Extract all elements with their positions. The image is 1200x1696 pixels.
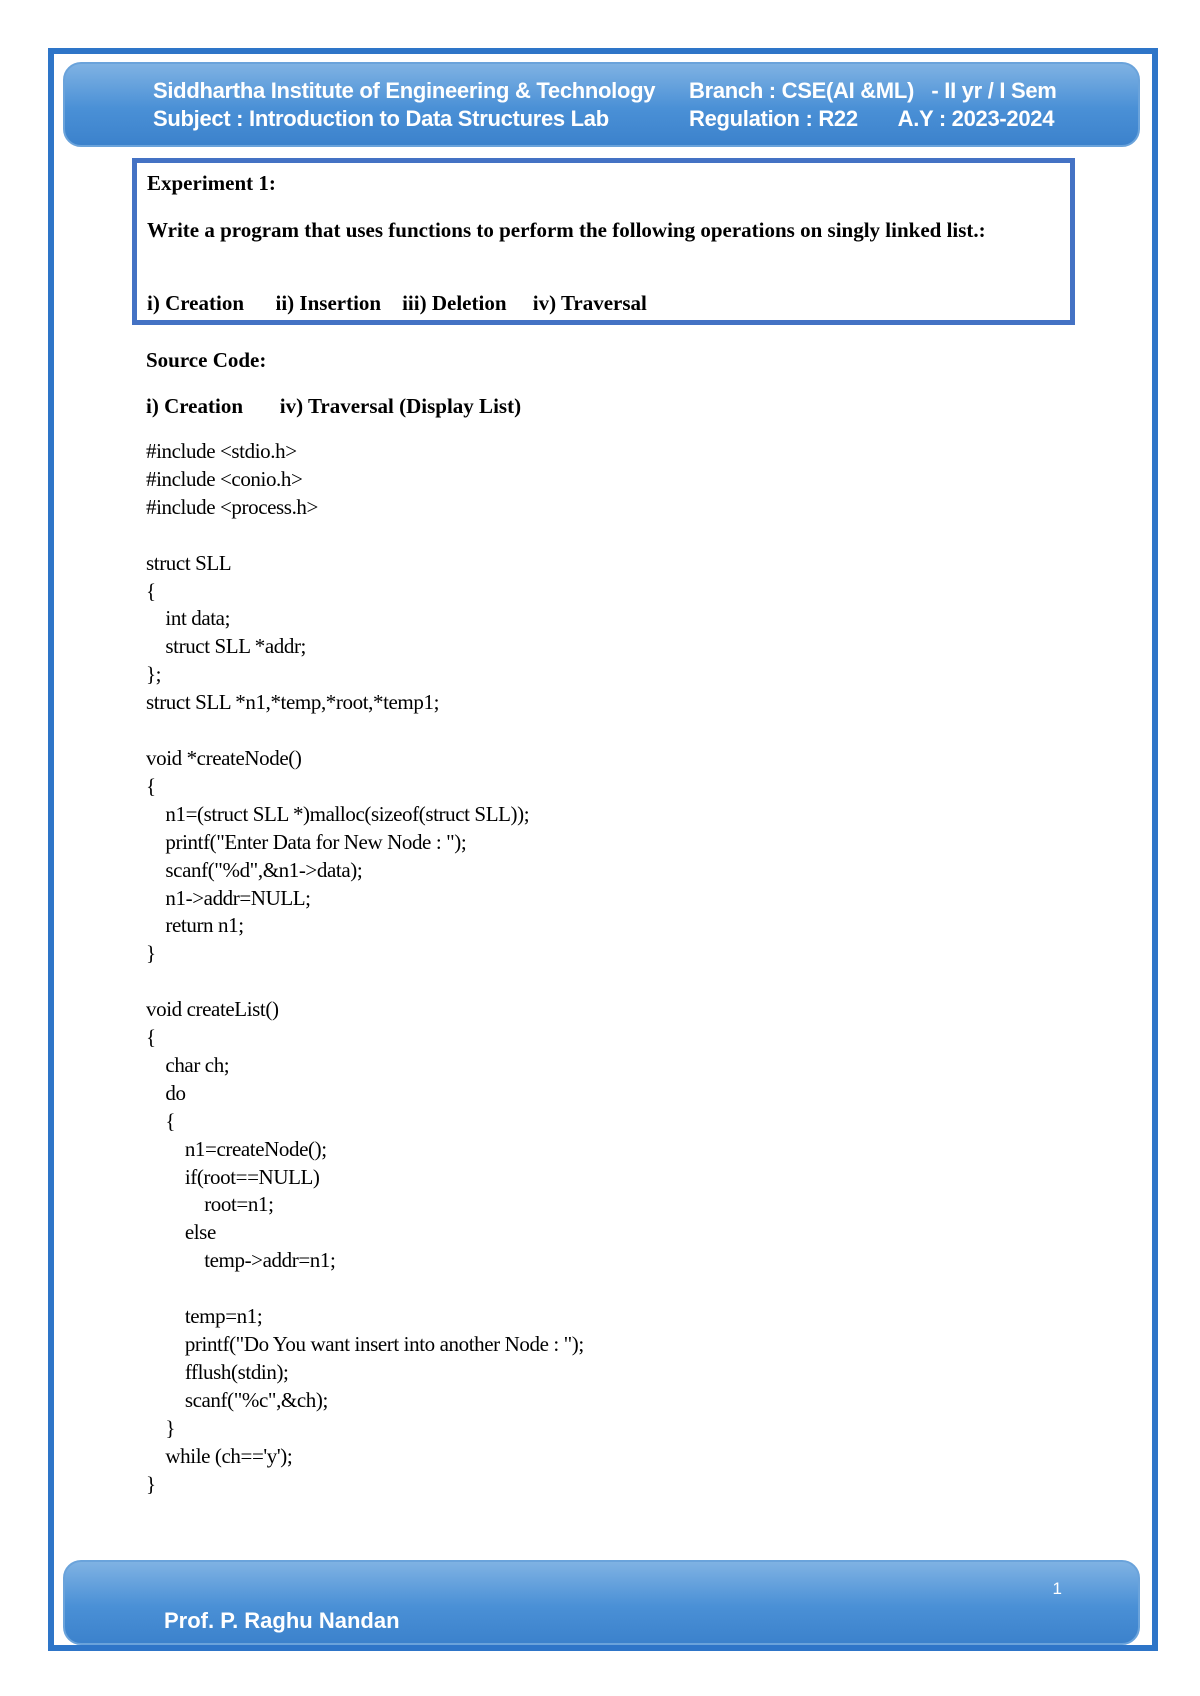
footer-band <box>63 1560 1140 1645</box>
experiment-description: Write a program that uses functions to perform the following operations on singly linked list.: <box>147 218 986 242</box>
subject-name: Subject : Introduction to Data Structures Lab <box>153 106 609 131</box>
experiment-title: Experiment 1: <box>147 171 276 195</box>
section-subheading: i) Creation iv) Traversal (Display List) <box>146 394 522 418</box>
source-code-label: Source Code: <box>146 348 267 372</box>
regulation-info: Regulation : R22 A.Y : 2023-2024 <box>689 106 1055 131</box>
institute-name: Siddhartha Institute of Engineering & Technology <box>153 78 656 103</box>
experiment-operations: i) Creation ii) Insertion iii) Deletion iv) Traversal <box>147 291 647 315</box>
professor-name: Prof. P. Raghu Nandan <box>164 1608 400 1633</box>
branch-info: Branch : CSE(AI &ML) - II yr / I Sem <box>689 78 1057 103</box>
header-band <box>63 62 1140 147</box>
experiment-box <box>132 158 1075 325</box>
page-number: 1 <box>1052 1579 1062 1598</box>
code-block: #include <stdio.h> #include <conio.h> #include <process.h> struct SLL { int data; struct SLL *addr; }; struct SLL *n1,*temp,*root,*temp1; void *createNode() { n1=(struct SLL *)malloc(sizeof(struct SLL)); printf("Enter Data for New Node : "); scanf("%d",&n1->data); n1->addr=NULL; return n1; } void createList() { char ch; do { n1=createNode(); if(root==NULL) root=n1; else temp->addr=n1; temp=n1; printf("Do You want insert into another Node : "); fflush(stdin); scanf("%c",&ch); } while (ch=='y'); } <box>146 439 584 1496</box>
